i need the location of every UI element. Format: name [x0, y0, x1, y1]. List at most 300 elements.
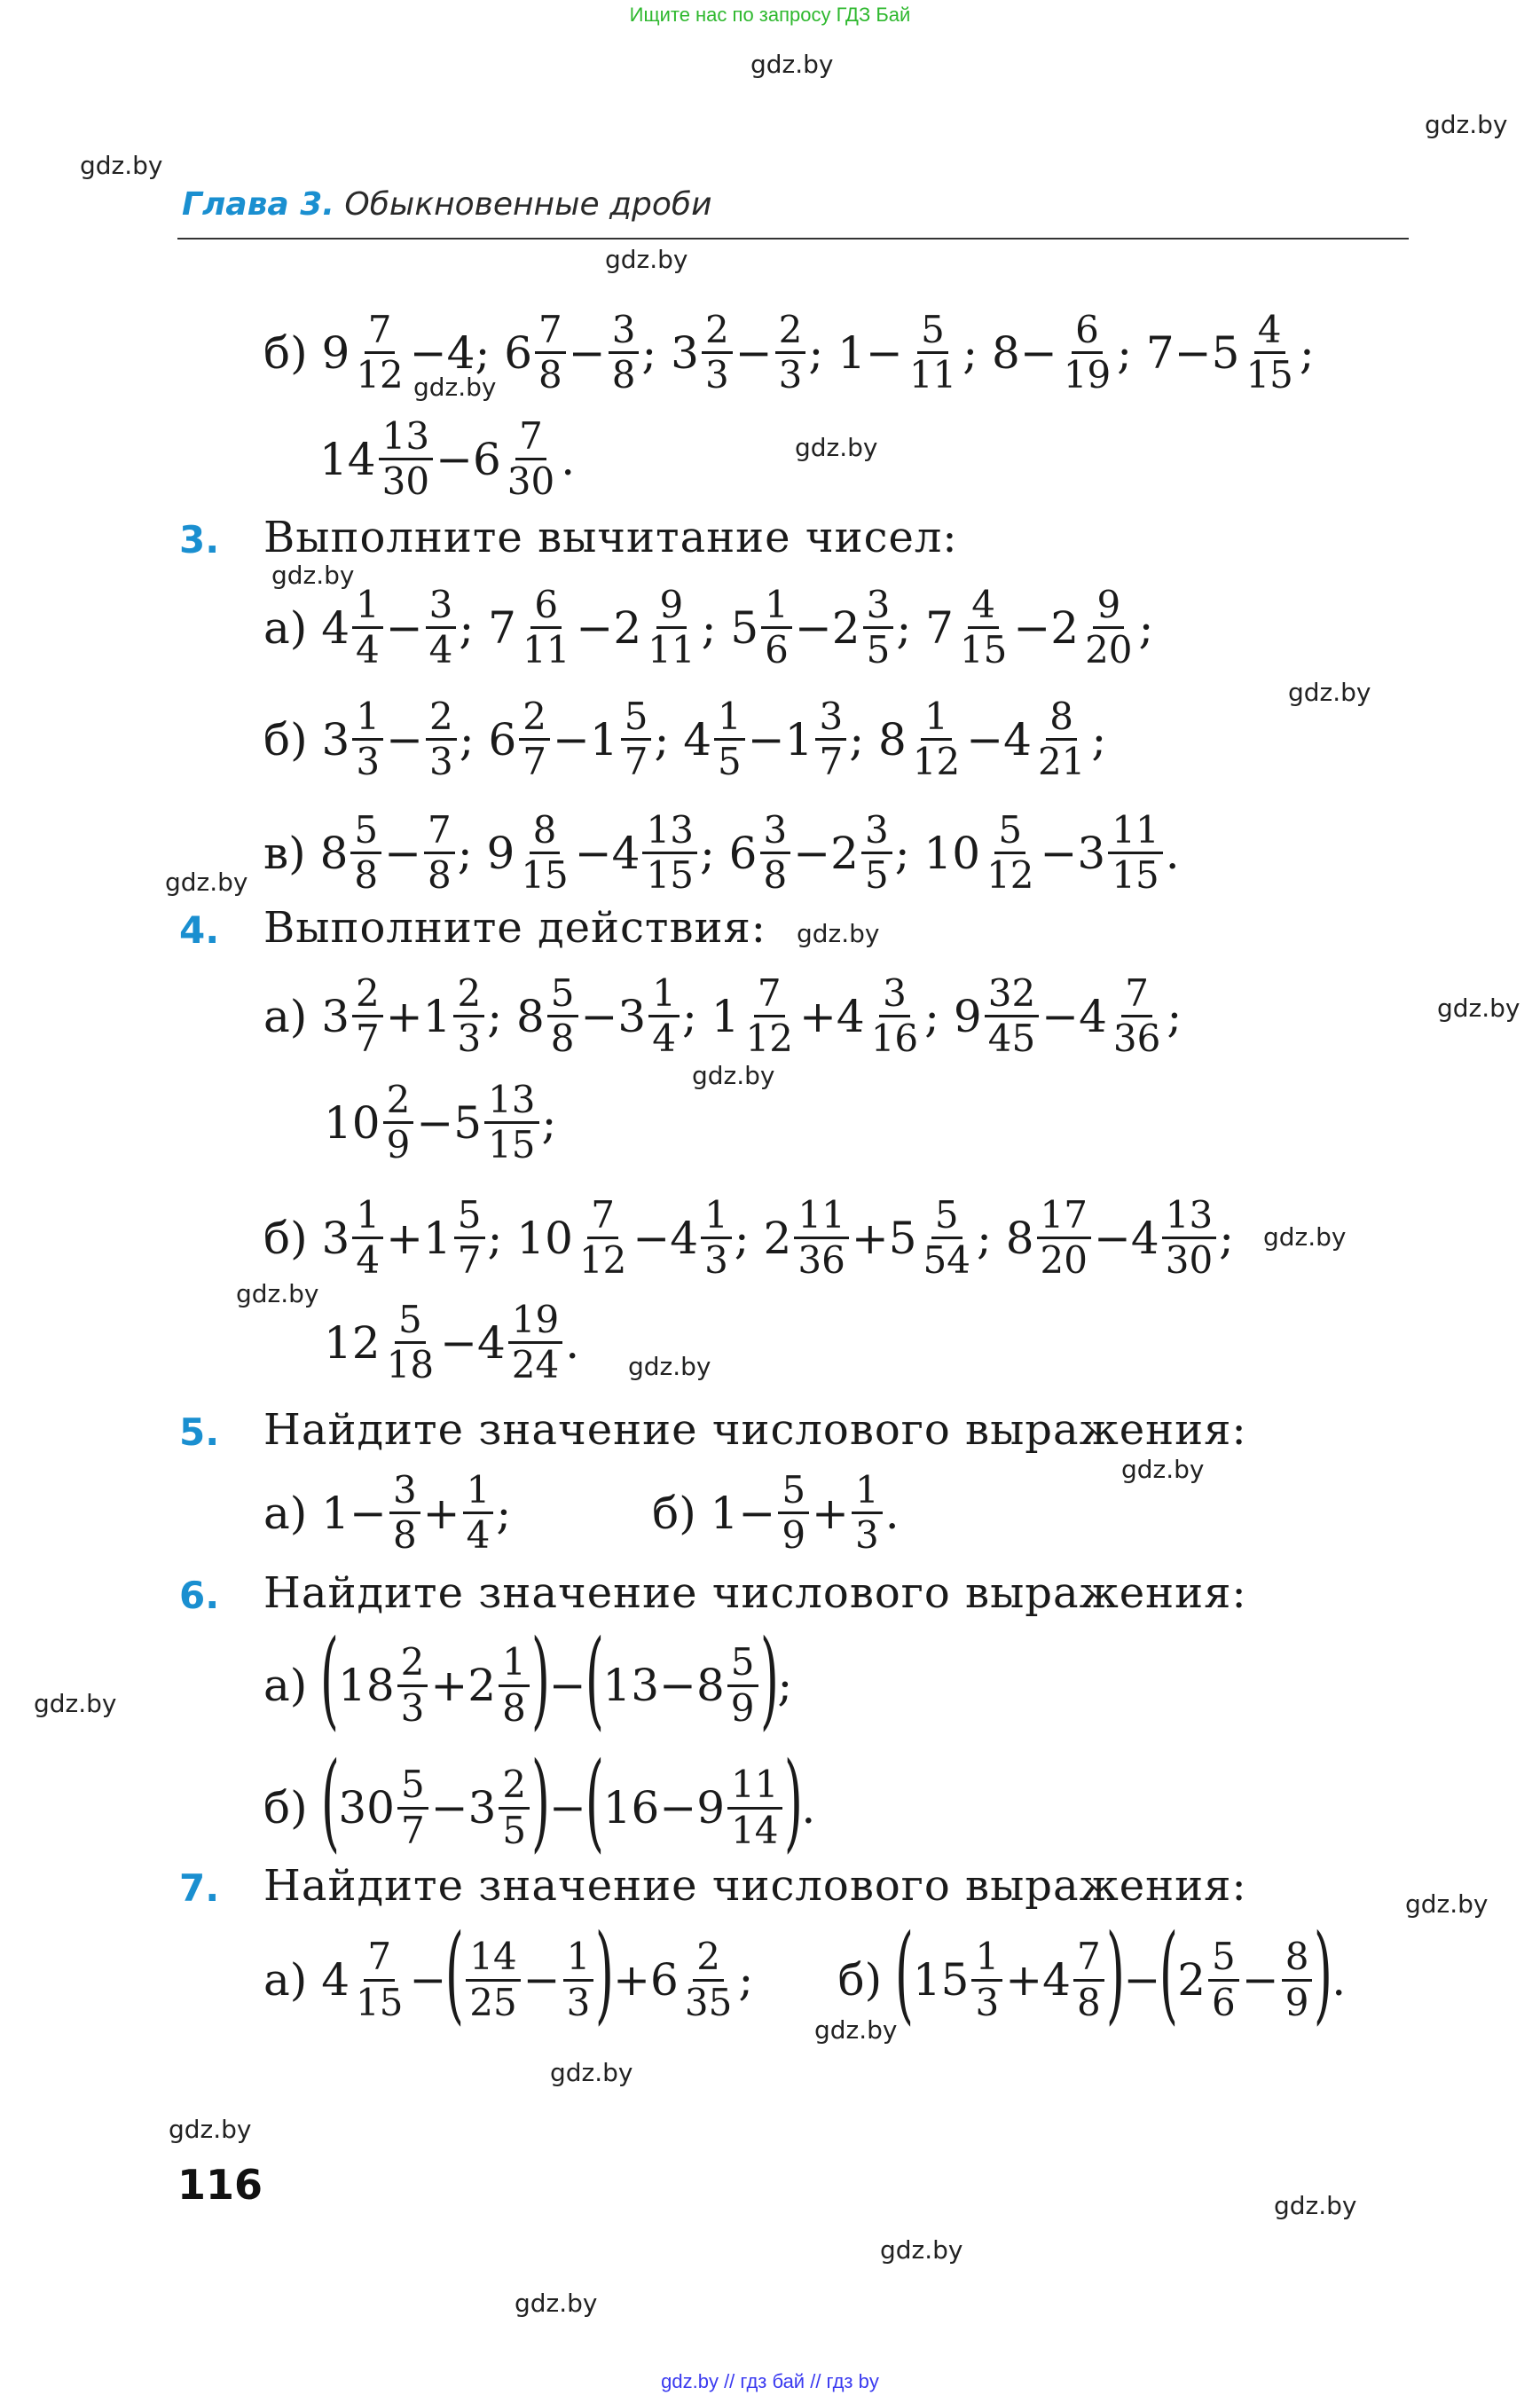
fraction-numerator: 1	[352, 697, 383, 741]
math-line	[324, 1300, 579, 1385]
fraction-denominator: 4	[428, 628, 453, 672]
watermark: gdz.by	[515, 2289, 598, 2318]
fraction-denominator: 19	[1063, 353, 1112, 397]
math-text: −1	[747, 713, 813, 766]
math-text: ; 8−	[962, 326, 1057, 379]
fraction-numerator: 1	[971, 1937, 1002, 1981]
fraction	[906, 310, 960, 395]
parenthesis: (	[585, 1618, 604, 1741]
math-line	[263, 1740, 816, 1864]
fraction-denominator: 15	[1112, 853, 1159, 898]
fraction-denominator: 8	[428, 853, 452, 898]
fraction-denominator: 4	[356, 628, 380, 672]
fraction-denominator: 5	[718, 740, 742, 784]
fraction-numerator: 3	[760, 811, 791, 854]
fraction-numerator: 13	[484, 1080, 538, 1124]
parenthesis: )	[1314, 1912, 1333, 2036]
fraction-numerator: 7	[1073, 1937, 1104, 1981]
fraction-denominator: 30	[507, 459, 555, 504]
chapter-heading	[182, 186, 711, 223]
fraction	[389, 1468, 420, 1558]
math-text: б)	[263, 1212, 322, 1264]
footer-links[interactable]: gdz.by // гдз бай // гдз by	[661, 2370, 879, 2392]
math-text: −	[548, 1782, 586, 1834]
fraction-denominator: 9	[782, 1513, 806, 1558]
fraction	[426, 585, 457, 670]
fraction-numerator: 11	[727, 1765, 782, 1809]
fraction	[644, 585, 698, 670]
fraction-numerator: 4	[1254, 310, 1285, 354]
fraction-denominator: 36	[798, 1238, 845, 1283]
watermark: gdz.by	[880, 2235, 963, 2265]
parenthesis: (	[320, 1618, 340, 1741]
fraction	[535, 310, 566, 395]
watermark: gdz.by	[1425, 110, 1508, 139]
math-text: −2	[1013, 601, 1080, 654]
fraction-denominator: 24	[511, 1343, 560, 1387]
fraction-numerator: 8	[1046, 697, 1077, 741]
fraction-numerator: 8	[530, 811, 561, 854]
fraction	[499, 1763, 530, 1852]
fraction	[868, 971, 922, 1061]
fraction-numerator: 3	[863, 585, 894, 629]
watermark: gdz.by	[1405, 1889, 1489, 1919]
math-text: 16−9	[602, 1782, 726, 1834]
fraction-denominator: 3	[854, 1513, 879, 1558]
fraction-numerator: 1	[852, 1471, 883, 1514]
fraction	[642, 808, 696, 898]
math-text: −	[1241, 1954, 1279, 2006]
header-rule	[177, 238, 1409, 240]
math-text: −4	[440, 1316, 506, 1369]
fraction-numerator: 5	[454, 1196, 485, 1239]
math-text: −2	[576, 601, 642, 654]
fraction	[426, 695, 457, 784]
fraction	[920, 1193, 974, 1283]
fraction	[609, 310, 640, 395]
fraction-numerator: 6	[1072, 310, 1103, 354]
fraction-denominator: 7	[819, 740, 844, 784]
fraction-numerator: 9	[1093, 585, 1124, 629]
math-text: −6	[436, 433, 501, 485]
fraction-numerator: 3	[815, 697, 846, 741]
math-text: −	[522, 1954, 561, 2006]
math-line	[263, 808, 1180, 898]
fraction-denominator: 7	[522, 740, 546, 784]
math-line	[263, 1912, 1347, 2036]
fraction-denominator: 15	[488, 1123, 536, 1167]
watermark: gdz.by	[1263, 1222, 1347, 1252]
math-text: ; 7	[896, 601, 954, 654]
fraction	[1073, 1937, 1104, 2022]
fraction	[701, 1193, 732, 1283]
watermark: gdz.by	[1121, 1455, 1205, 1484]
math-text: ; 6	[699, 827, 758, 879]
math-text: −3	[1040, 827, 1106, 879]
fraction-denominator: 6	[1212, 1980, 1236, 2024]
fraction-numerator: 2	[453, 974, 484, 1017]
fraction-numerator: 11	[1108, 811, 1162, 854]
fraction	[519, 695, 550, 784]
fraction	[397, 1640, 428, 1730]
fraction-numerator: 2	[397, 1643, 428, 1686]
fraction-denominator: 15	[1245, 353, 1293, 397]
fraction	[484, 1080, 538, 1165]
watermark: gdz.by	[165, 868, 248, 897]
math-text: +	[422, 1487, 460, 1539]
parenthesis: )	[595, 1912, 615, 2036]
fraction-numerator: 5	[397, 1765, 428, 1809]
fraction	[563, 1937, 594, 2022]
math-text: 9	[321, 326, 350, 379]
fraction	[352, 971, 383, 1061]
parenthesis: (	[894, 1912, 914, 2036]
fraction-denominator: 5	[866, 628, 891, 672]
fraction	[909, 695, 963, 784]
math-text: −4	[1094, 1212, 1159, 1264]
fraction	[1282, 1937, 1313, 2022]
fraction	[1108, 808, 1162, 898]
math-text: −3	[430, 1782, 497, 1834]
fraction-numerator: 1	[921, 697, 952, 741]
fraction-denominator: 7	[624, 740, 648, 784]
fraction-numerator: 11	[794, 1196, 848, 1239]
task-6-number: 6.	[179, 1574, 220, 1617]
math-line	[263, 695, 1107, 784]
fraction-denominator: 3	[356, 740, 381, 784]
math-text: 14	[319, 433, 376, 485]
fraction-numerator: 32	[985, 974, 1039, 1017]
fraction-numerator: 1	[352, 585, 383, 629]
math-text: ; 6	[459, 713, 517, 766]
fraction	[727, 1640, 758, 1730]
parenthesis: )	[783, 1740, 803, 1864]
fraction	[397, 1763, 428, 1852]
watermark: gdz.by	[797, 919, 880, 948]
fraction-numerator: 7	[1121, 974, 1152, 1017]
fraction-numerator: 2	[693, 1937, 724, 1981]
math-text: −2	[793, 827, 859, 879]
task-6-text: Найдите значение числового выражения:	[263, 1568, 1247, 1618]
fraction	[547, 971, 578, 1061]
top-banner[interactable]: Ищите нас по запросу ГДЗ Бай	[629, 4, 911, 26]
math-text: а)	[263, 1660, 322, 1711]
fraction	[1081, 585, 1135, 670]
parenthesis: (	[320, 1740, 340, 1864]
math-text: ; 3	[641, 326, 699, 379]
fraction	[352, 1937, 406, 2022]
fraction	[379, 414, 433, 504]
fraction	[519, 585, 573, 670]
math-text: ;	[1167, 990, 1182, 1042]
fraction-numerator: 7	[424, 811, 455, 854]
fraction-denominator: 5	[502, 1808, 527, 1852]
fraction	[517, 808, 571, 898]
fraction	[761, 585, 792, 670]
math-text: ; 5	[701, 601, 759, 654]
math-text: в)	[263, 827, 320, 879]
fraction	[453, 971, 484, 1061]
fraction-denominator: 3	[975, 1980, 1000, 2024]
math-text: +1	[385, 990, 452, 1042]
fraction-denominator: 21	[1037, 740, 1086, 784]
fraction-numerator: 7	[364, 1937, 395, 1981]
math-text: +1	[386, 1212, 452, 1264]
math-text: ; 7−5	[1117, 326, 1240, 379]
task-3-number: 3.	[179, 518, 220, 561]
math-text: 30	[338, 1782, 395, 1834]
fraction	[1208, 1937, 1239, 2022]
fraction	[1060, 310, 1114, 395]
fraction-denominator: 20	[1040, 1238, 1088, 1283]
fraction-denominator: 3	[704, 353, 729, 397]
fraction	[508, 1300, 562, 1385]
fraction-numerator: 5	[778, 1471, 809, 1514]
math-text: −	[548, 1660, 586, 1711]
fraction-numerator: 19	[508, 1300, 562, 1344]
fraction	[852, 1468, 883, 1558]
fraction-denominator: 3	[457, 1017, 482, 1061]
math-text: .	[1332, 1954, 1347, 2006]
math-text: ; 8	[976, 1212, 1034, 1264]
parenthesis: (	[1159, 1912, 1179, 2036]
math-text: 3	[321, 1212, 350, 1264]
math-text: .	[884, 1487, 900, 1539]
math-text: −4; 6	[409, 326, 533, 379]
parenthesis: )	[531, 1740, 551, 1864]
fraction-denominator: 25	[469, 1980, 517, 2024]
fraction-numerator: 5	[931, 1196, 962, 1239]
fraction-denominator: 15	[646, 853, 694, 898]
math-text: .	[1165, 827, 1180, 879]
watermark: gdz.by	[1288, 678, 1371, 707]
math-text: ;	[1219, 1212, 1235, 1264]
fraction	[352, 695, 383, 784]
math-line	[263, 585, 1153, 670]
math-text: 1−	[321, 1487, 387, 1539]
task-3-text: Выполните вычитание чисел:	[263, 513, 958, 562]
fraction-denominator: 7	[457, 1238, 482, 1283]
math-text: 4	[321, 1954, 350, 2006]
watermark: gdz.by	[814, 2015, 898, 2045]
fraction-numerator: 7	[365, 310, 396, 354]
watermark: gdz.by	[169, 2115, 252, 2144]
math-text: ; 4	[654, 713, 712, 766]
fraction	[352, 310, 406, 395]
fraction-denominator: 9	[386, 1123, 411, 1167]
fraction-denominator: 11	[522, 628, 570, 672]
fraction-denominator: 3	[566, 1980, 591, 2024]
fraction	[463, 1468, 494, 1558]
fraction-denominator: 8	[392, 1513, 417, 1558]
parenthesis: (	[585, 1740, 604, 1864]
fraction-numerator: 2	[499, 1765, 530, 1809]
math-text: −	[385, 601, 423, 654]
parenthesis: )	[759, 1618, 779, 1741]
math-line	[263, 971, 1182, 1061]
fraction-denominator: 16	[870, 1017, 919, 1061]
fraction-denominator: 20	[1085, 628, 1133, 672]
fraction-numerator: 2	[383, 1080, 414, 1124]
math-text: −5	[416, 1096, 483, 1149]
math-line	[263, 1618, 793, 1741]
fraction-numerator: 1	[563, 1937, 594, 1981]
math-text: 12	[324, 1316, 381, 1369]
fraction-denominator: 12	[578, 1238, 627, 1283]
parenthesis: )	[1105, 1912, 1125, 2036]
math-text: ; 10	[894, 827, 981, 879]
fraction-denominator: 3	[428, 740, 453, 784]
fraction-numerator: 4	[968, 585, 999, 629]
math-text: 18	[338, 1660, 395, 1711]
fraction-denominator: 9	[730, 1685, 755, 1730]
fraction-numerator: 5	[917, 310, 948, 354]
fraction	[424, 808, 455, 898]
fraction-denominator: 7	[356, 1017, 380, 1061]
math-text: а)	[263, 1954, 322, 2006]
watermark: gdz.by	[413, 373, 497, 402]
fraction-numerator: 5	[1208, 1937, 1239, 1981]
fraction	[971, 1937, 1002, 2022]
math-text: а)	[263, 1487, 322, 1539]
fraction	[794, 1193, 848, 1283]
fraction	[714, 695, 745, 784]
math-text: а)	[263, 990, 322, 1042]
fraction	[454, 1193, 485, 1283]
math-line	[324, 1080, 556, 1165]
fraction-numerator: 1	[761, 585, 792, 629]
fraction-numerator: 5	[621, 697, 652, 741]
math-text: ; 8	[487, 990, 545, 1042]
fraction	[466, 1937, 520, 2022]
math-text: −	[384, 827, 422, 879]
parenthesis: (	[445, 1912, 465, 2036]
chapter-title: Обыкновенные дроби	[344, 186, 712, 223]
fraction-numerator: 2	[702, 310, 733, 354]
fraction-denominator: 8	[763, 853, 788, 898]
math-text: .	[801, 1782, 816, 1834]
fraction-denominator: 8	[354, 853, 379, 898]
math-text: 8	[319, 827, 349, 879]
math-text: +	[812, 1487, 849, 1539]
math-text: −4	[574, 827, 640, 879]
fraction	[681, 1937, 735, 2022]
math-text: ;	[1299, 326, 1315, 379]
task-4-number: 4.	[179, 908, 220, 952]
fraction-denominator: 5	[864, 853, 889, 898]
task-7-text: Найдите значение числового выражения:	[263, 1861, 1247, 1911]
fraction-denominator: 9	[1285, 1980, 1309, 2024]
fraction	[985, 971, 1039, 1061]
math-text: +5	[851, 1212, 917, 1264]
fraction	[861, 808, 892, 898]
fraction	[621, 695, 652, 784]
fraction	[1110, 971, 1164, 1061]
math-text: ; 7	[459, 601, 516, 654]
fraction-denominator: 36	[1112, 1017, 1161, 1061]
math-text: б)	[263, 713, 322, 766]
fraction-numerator: 9	[656, 585, 688, 629]
fraction-denominator: 3	[778, 353, 803, 397]
fraction-numerator: 7	[515, 417, 546, 460]
watermark: gdz.by	[750, 50, 834, 79]
task-5-text: Найдите значение числового выражения:	[263, 1405, 1247, 1455]
fraction-denominator: 12	[356, 353, 404, 397]
math-text: +4	[798, 990, 865, 1042]
fraction-numerator: 13	[642, 811, 696, 854]
math-line	[263, 1193, 1235, 1283]
watermark: gdz.by	[271, 561, 355, 590]
task-5-number: 5.	[179, 1410, 220, 1454]
fraction-denominator: 8	[502, 1685, 526, 1730]
fraction	[742, 971, 797, 1061]
fraction-denominator: 12	[745, 1017, 793, 1061]
math-text: ; 8	[849, 713, 907, 766]
fraction	[956, 585, 1010, 670]
fraction-numerator: 7	[587, 1196, 618, 1239]
math-text: 10	[324, 1096, 381, 1149]
fraction-denominator: 15	[521, 853, 569, 898]
math-text: −4	[1041, 990, 1107, 1042]
fraction-denominator: 54	[923, 1238, 970, 1283]
fraction-denominator: 4	[466, 1513, 491, 1558]
math-text: ;	[1138, 601, 1154, 654]
math-text: ; б) 1−	[496, 1487, 776, 1539]
fraction-numerator: 6	[530, 585, 562, 629]
math-text: −3	[580, 990, 647, 1042]
fraction	[815, 695, 846, 784]
math-text: ; 1	[681, 990, 740, 1042]
fraction-numerator: 1	[463, 1471, 494, 1514]
fraction	[350, 808, 381, 898]
fraction	[576, 1193, 630, 1283]
math-text: −	[568, 326, 606, 379]
fraction	[983, 808, 1037, 898]
fraction-denominator: 11	[908, 353, 957, 397]
fraction-denominator: 7	[400, 1808, 425, 1852]
fraction-numerator: 1	[352, 1196, 383, 1239]
fraction-numerator: 1	[648, 974, 680, 1017]
math-text: +4	[1005, 1954, 1071, 2006]
math-text: ; 9	[457, 827, 515, 879]
fraction	[775, 310, 806, 395]
math-text: б)	[263, 326, 322, 379]
fraction-numerator: 5	[547, 974, 578, 1017]
fraction-numerator: 5	[994, 811, 1025, 854]
fraction-numerator: 3	[879, 974, 910, 1017]
fraction-numerator: 7	[535, 310, 566, 354]
math-text: −	[1123, 1954, 1161, 2006]
task-7-number: 7.	[179, 1866, 220, 1910]
math-text: 3	[321, 990, 350, 1042]
math-text: +2	[430, 1660, 497, 1711]
math-text: 13−8	[602, 1660, 725, 1711]
fraction-numerator: 2	[352, 974, 383, 1017]
fraction-denominator: 14	[731, 1808, 779, 1852]
fraction-numerator: 14	[466, 1937, 520, 1981]
fraction-numerator: 2	[519, 697, 550, 741]
fraction	[352, 585, 383, 670]
fraction	[499, 1640, 530, 1730]
fraction-denominator: 35	[684, 1980, 733, 2024]
watermark: gdz.by	[795, 433, 878, 462]
fraction	[1242, 310, 1296, 395]
parenthesis: )	[530, 1618, 550, 1741]
math-text: 3	[321, 713, 350, 766]
fraction-denominator: 15	[959, 628, 1008, 672]
fraction-denominator: 4	[356, 1238, 381, 1283]
math-text: ; 2	[734, 1212, 792, 1264]
